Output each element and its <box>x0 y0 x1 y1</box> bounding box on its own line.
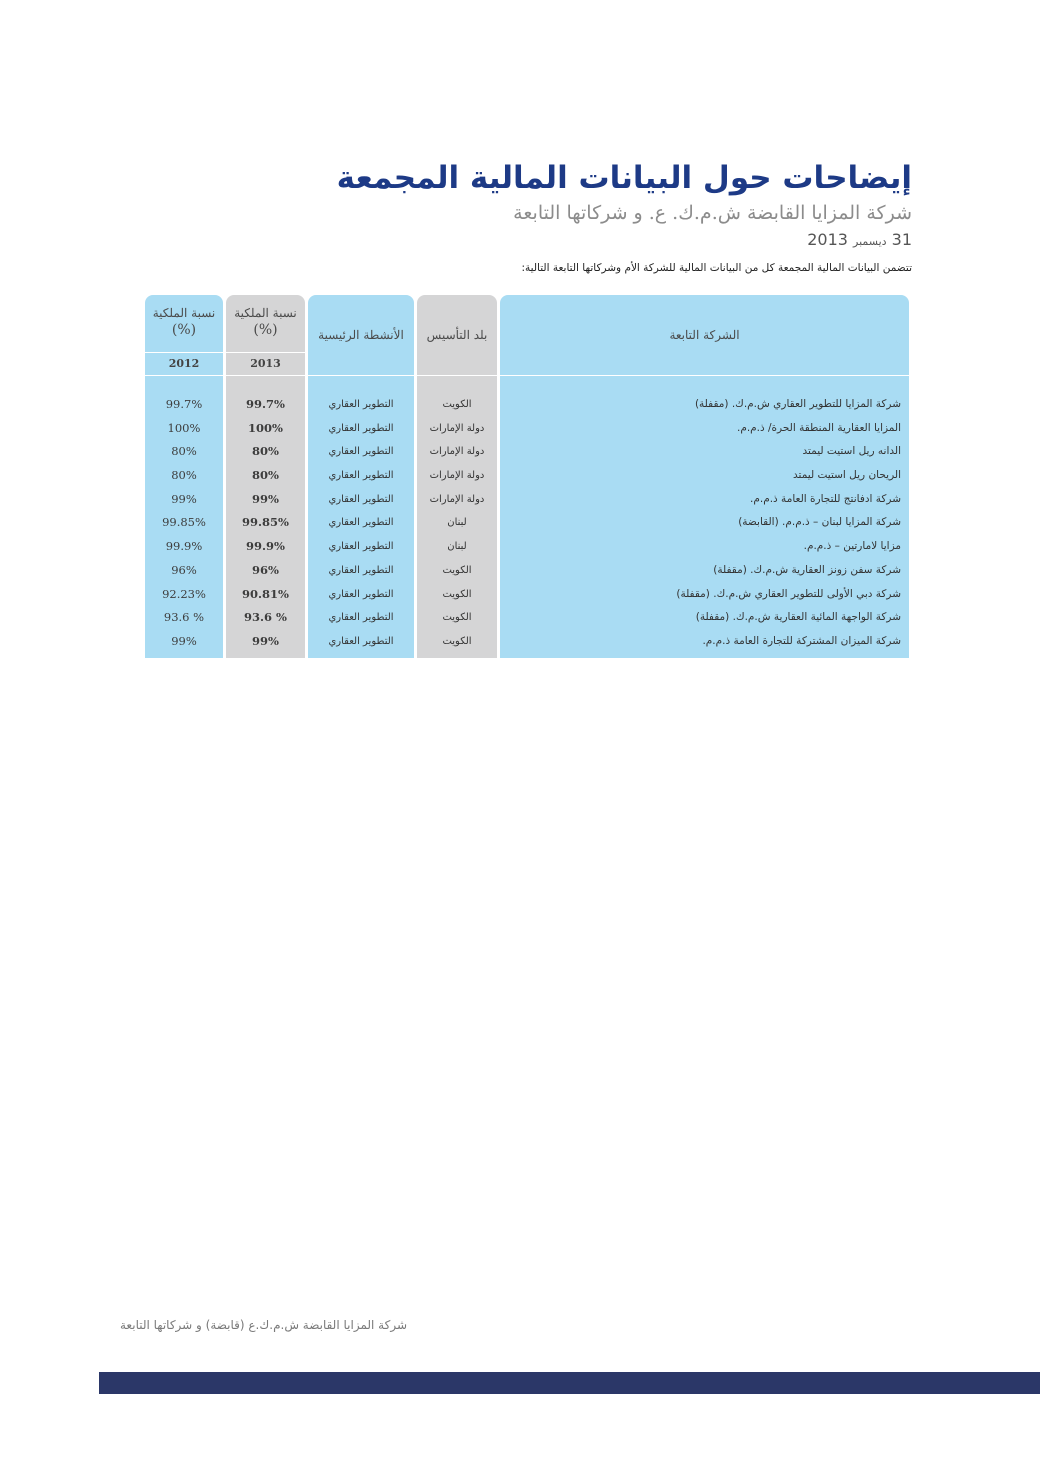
ownership-2013-header <box>226 295 305 376</box>
ownership-label: نسبة الملكية <box>234 306 297 320</box>
country-cell: دولة الإمارات <box>429 446 485 458</box>
activity-column <box>308 295 414 658</box>
ownership-2012-cell: 80% <box>171 444 197 459</box>
page-subtitle: شركة المزايا القابضة ش.م.ك. ع. و شركاتها التابعة <box>513 202 912 224</box>
company-header: الشركة التابعة <box>500 295 909 376</box>
ownership-2012-cell: 99% <box>171 491 197 506</box>
company-cell: شركة المزايا لبنان – ذ.م.م. (القابضة) <box>738 516 901 529</box>
footer-bar <box>99 1372 1040 1394</box>
ownership-2013-cell: 80% <box>252 468 279 483</box>
ownership-unit: (%) <box>171 322 197 338</box>
company-cell: الريحان ريل استيت ليمتد <box>793 469 901 482</box>
year-2013-label: 2013 <box>226 352 305 375</box>
ownership-2013-cell: 99% <box>252 491 279 506</box>
ownership-unit: (%) <box>253 322 278 338</box>
activity-cell: التطوير العقاري <box>328 612 394 624</box>
ownership-2013-cell: 99.9% <box>246 539 285 554</box>
page-title: إيضاحات حول البيانات المالية المجمعة <box>336 160 912 196</box>
country-cell: لبنان <box>447 541 467 553</box>
activity-cell: التطوير العقاري <box>328 564 394 576</box>
country-header: بلد التأسيس <box>417 295 497 376</box>
ownership-2013-cell: 90.81% <box>242 586 289 601</box>
date-day: 31 <box>891 230 912 249</box>
country-column <box>417 295 497 658</box>
company-cell: الدانه ريل استيت ليمتد <box>802 445 901 458</box>
activity-cell: التطوير العقاري <box>328 470 394 482</box>
activity-cell: التطوير العقاري <box>328 588 394 600</box>
ownership-2013-cell: 80% <box>252 444 279 459</box>
activity-header: الأنشطة الرئيسية <box>308 295 414 376</box>
date-month: ديسمبر <box>853 235 887 248</box>
ownership-2013-cell: 99.7% <box>246 397 285 411</box>
activity-cell: التطوير العقاري <box>328 399 394 410</box>
ownership-label: نسبة الملكية <box>152 306 216 320</box>
ownership-2012-cell: 80% <box>171 468 197 483</box>
ownership-2012-cell: 100% <box>167 420 201 435</box>
ownership-2013-cell: 100% <box>248 420 283 435</box>
ownership-2012-column <box>145 295 223 658</box>
activity-cell: التطوير العقاري <box>328 541 394 553</box>
activity-cells <box>308 376 414 654</box>
company-cell: شركة الميزان المشتركة للتجارة العامة ذ.م.م. <box>702 634 901 647</box>
country-cell: دولة الإمارات <box>429 422 485 434</box>
country-cell: لبنان <box>447 517 467 529</box>
intro-text: تتضمن البيانات المالية المجمعة كل من البيانات المالية للشركة الأم وشركاتها التابعة التالية: <box>521 262 912 274</box>
subsidiaries-table <box>143 295 909 658</box>
company-cell: المزايا العقارية المنطقة الحرة/ ذ.م.م. <box>736 421 901 434</box>
ownership-2013-cell: 93.6 % <box>244 610 287 625</box>
ownership-2012-cells <box>145 376 223 654</box>
country-cell: الكويت <box>442 635 472 647</box>
activity-cell: التطوير العقاري <box>328 635 394 647</box>
company-cell: شركة دبي الأولى للتطوير العقاري ش.م.ك. (مقفلة) <box>676 587 901 600</box>
country-cell: الكويت <box>442 564 472 576</box>
company-column <box>500 295 909 658</box>
ownership-2012-cell: 99.9% <box>165 539 203 554</box>
company-cell: شركة سفن زونز العقارية ش.م.ك. (مقفلة) <box>713 563 901 576</box>
activity-cell: التطوير العقاري <box>328 446 394 458</box>
ownership-2013-cell: 99.85% <box>242 515 289 530</box>
year-2012-label: 2012 <box>145 352 223 375</box>
company-cell: شركة المزايا للتطوير العقاري ش.م.ك. (مقفلة) <box>694 398 901 410</box>
activity-cell: التطوير العقاري <box>328 422 394 434</box>
company-cell: شركة ادفانتج للتجارة العامة ذ.م.م. <box>750 492 901 505</box>
ownership-2012-cell: 99.85% <box>162 515 206 530</box>
ownership-2012-header <box>145 295 223 376</box>
ownership-2012-cell: 99.7% <box>165 397 203 411</box>
report-date <box>807 230 912 249</box>
company-cell: مزايا لامارتين – ذ.م.م. <box>803 540 901 553</box>
footer-company-name: شركة المزايا القابضة ش.م.ك.ع (قابضة) و شركاتها التابعة <box>120 1318 408 1332</box>
country-cell: الكويت <box>442 588 472 600</box>
ownership-2013-cell: 99% <box>252 633 279 648</box>
activity-cell: التطوير العقاري <box>328 517 394 529</box>
company-cell: شركة الواجهة المائية العقارية ش.م.ك. (مقفلة) <box>695 611 901 624</box>
ownership-2013-cells <box>226 376 305 654</box>
country-cell: الكويت <box>442 399 472 410</box>
country-cell: دولة الإمارات <box>429 493 485 505</box>
date-year: 2013 <box>807 230 848 249</box>
country-cells <box>417 376 497 654</box>
country-cell: الكويت <box>442 612 472 624</box>
ownership-2012-cell: 92.23% <box>162 586 206 601</box>
company-cells <box>500 376 909 654</box>
ownership-2012-cell: 93.6 % <box>163 610 205 625</box>
country-cell: دولة الإمارات <box>429 470 485 482</box>
ownership-2013-column <box>226 295 305 658</box>
ownership-2012-cell: 99% <box>171 633 197 648</box>
activity-cell: التطوير العقاري <box>328 493 394 505</box>
ownership-2013-cell: 96% <box>252 562 279 577</box>
ownership-2012-cell: 96% <box>171 562 197 577</box>
